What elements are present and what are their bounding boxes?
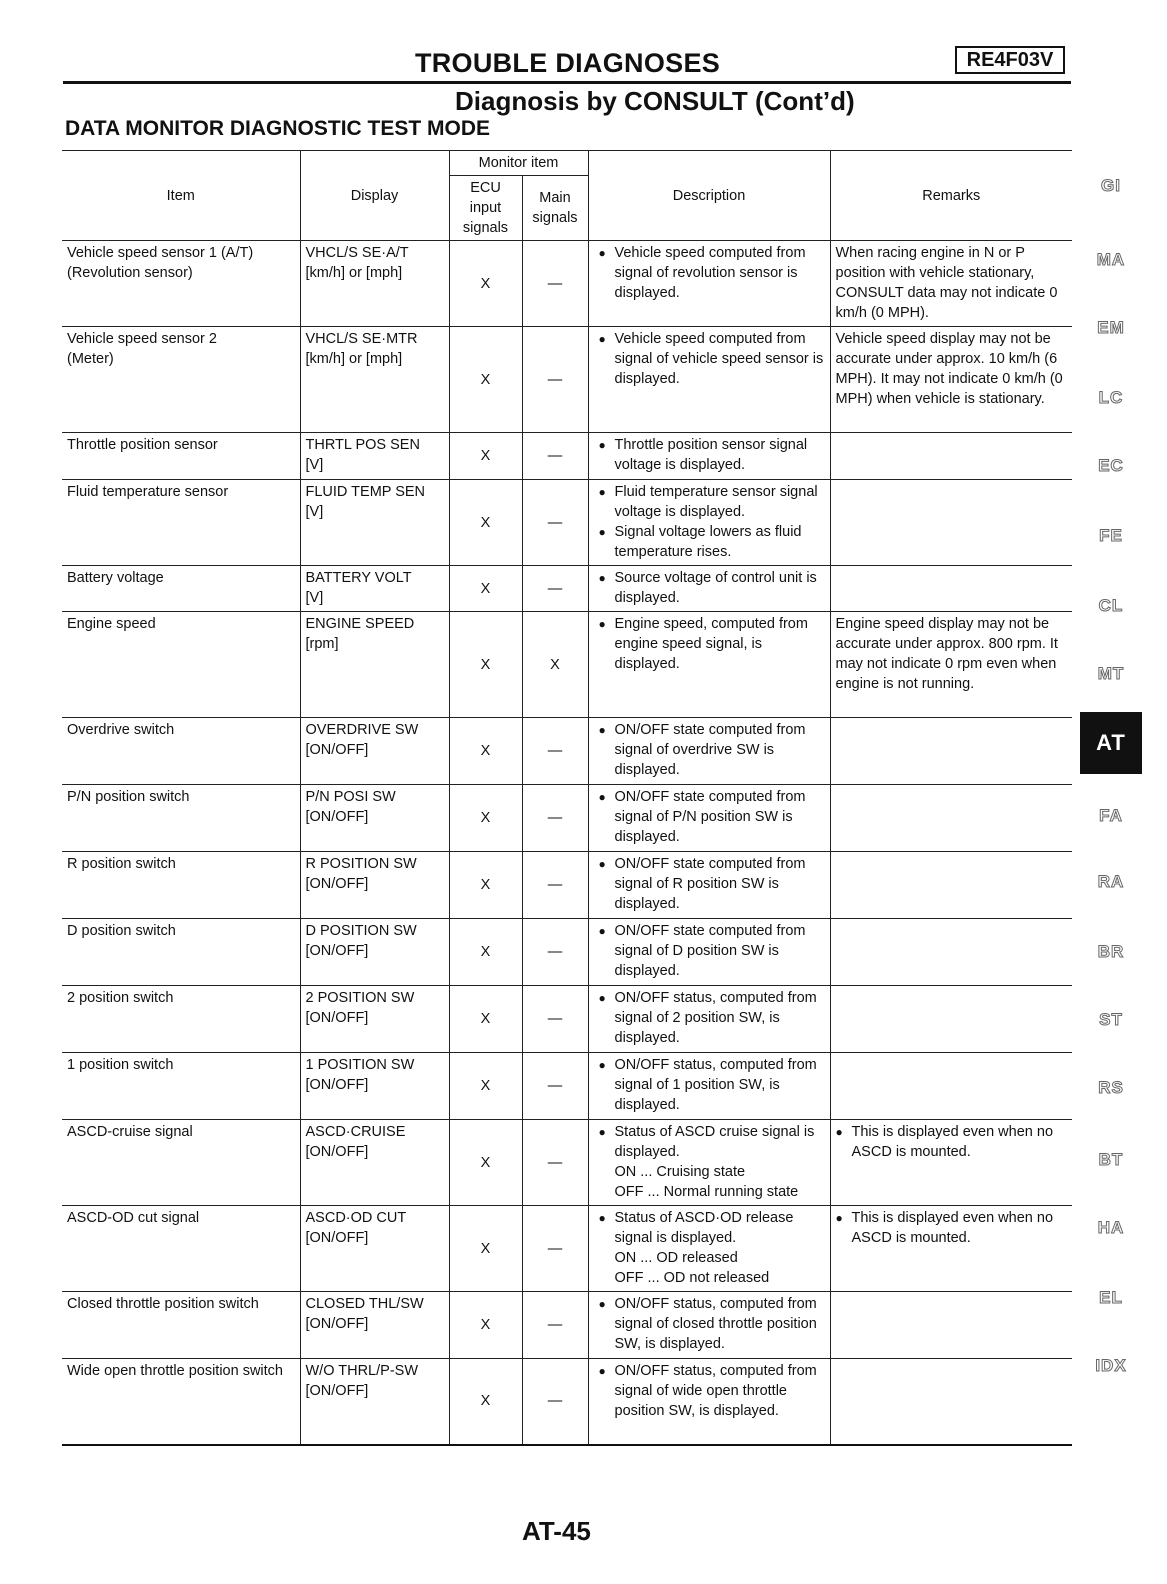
- section-tab-rs[interactable]: RS: [1098, 1078, 1124, 1097]
- main-signal-cell: —: [522, 852, 588, 919]
- remarks-cell: [830, 433, 1072, 480]
- description-list: [599, 1122, 825, 1202]
- section-tab-fa[interactable]: FA: [1099, 806, 1123, 825]
- remarks-bullet: ● This is displayed even when no ASCD is mounted.: [836, 1208, 1068, 1248]
- remarks-cell: [830, 241, 1072, 327]
- table-row: [62, 480, 1072, 566]
- item-cell: Closed throttle position switch: [62, 1292, 300, 1359]
- display-cell: THRTL POS SEN [V]: [300, 433, 449, 480]
- table-row: [62, 1359, 1072, 1445]
- ecu-input-cell: X: [449, 1120, 522, 1206]
- description-bullet: ● ON/OFF status, computed from signal of closed throttle position SW, is displayed.: [599, 1294, 825, 1354]
- ecu-input-cell: X: [449, 327, 522, 433]
- description-bullet: ● Vehicle speed computed from signal of revolution sensor is displayed.: [599, 243, 825, 303]
- description-bullet: ● ON/OFF state computed from signal of overdrive SW is displayed.: [599, 720, 825, 780]
- description-list: [599, 614, 825, 674]
- remarks-cell: [830, 919, 1072, 986]
- section-tab-mt[interactable]: MT: [1097, 664, 1125, 683]
- item-cell: R position switch: [62, 852, 300, 919]
- ecu-input-cell: X: [449, 480, 522, 566]
- section-tab-bt[interactable]: BT: [1098, 1150, 1124, 1169]
- remarks-cell: [830, 566, 1072, 612]
- display-cell: R POSITION SW [ON/OFF]: [300, 852, 449, 919]
- remarks-cell: [830, 1292, 1072, 1359]
- display-cell: 2 POSITION SW [ON/OFF]: [300, 986, 449, 1053]
- item-cell: 2 position switch: [62, 986, 300, 1053]
- main-signal-cell: —: [522, 785, 588, 852]
- display-cell: 1 POSITION SW [ON/OFF]: [300, 1053, 449, 1120]
- main-signal-cell: —: [522, 718, 588, 785]
- description-list: [599, 1361, 825, 1421]
- description-cell: [588, 986, 830, 1053]
- description-cell: [588, 1053, 830, 1120]
- ecu-input-cell: X: [449, 1053, 522, 1120]
- ecu-input-cell: X: [449, 1292, 522, 1359]
- model-code-box: RE4F03V: [955, 46, 1065, 74]
- display-cell: OVERDRIVE SW [ON/OFF]: [300, 718, 449, 785]
- table-row: [62, 1206, 1072, 1292]
- description-list: [599, 787, 825, 847]
- remarks-cell: [830, 1120, 1072, 1206]
- ecu-input-cell: X: [449, 986, 522, 1053]
- description-bullet: ● ON/OFF state computed from signal of D position SW is displayed.: [599, 921, 825, 981]
- description-bullet: ● Vehicle speed computed from signal of vehicle speed sensor is displayed.: [599, 329, 825, 389]
- section-tab-ra[interactable]: RA: [1097, 872, 1125, 891]
- description-list: [599, 854, 825, 914]
- ecu-input-cell: X: [449, 433, 522, 480]
- description-cell: [588, 1206, 830, 1292]
- ecu-input-cell: X: [449, 919, 522, 986]
- section-tab-idx[interactable]: IDX: [1095, 1356, 1127, 1375]
- page-title: TROUBLE DIAGNOSES: [414, 48, 721, 78]
- ecu-input-cell: X: [449, 1206, 522, 1292]
- display-cell: ASCD·CRUISE [ON/OFF]: [300, 1120, 449, 1206]
- ecu-input-cell: X: [449, 241, 522, 327]
- section-tab-ha[interactable]: HA: [1097, 1218, 1125, 1237]
- section-tab-em[interactable]: EM: [1097, 318, 1125, 337]
- table-row: [62, 241, 1072, 327]
- description-list: [599, 568, 825, 608]
- description-bullet: ● Fluid temperature sensor signal voltage is displayed.: [599, 482, 825, 522]
- description-cell: [588, 480, 830, 566]
- item-cell: ASCD-cruise signal: [62, 1120, 300, 1206]
- remarks-list: [836, 1122, 1068, 1162]
- table-row: [62, 1120, 1072, 1206]
- remarks-bullet: ● This is displayed even when no ASCD is mounted.: [836, 1122, 1068, 1162]
- ecu-input-cell: X: [449, 612, 522, 718]
- description-cell: [588, 718, 830, 785]
- description-cell: [588, 852, 830, 919]
- description-list: [599, 1055, 825, 1115]
- description-bullet: ● ON/OFF state computed from signal of P/N position SW is displayed.: [599, 787, 825, 847]
- remarks-cell: [830, 1053, 1072, 1120]
- remarks-cell: [830, 1359, 1072, 1445]
- item-cell: Vehicle speed sensor 1 (A/T) (Revolution sensor): [62, 241, 300, 327]
- section-tab-at[interactable]: AT: [1080, 712, 1142, 774]
- description-bullet: ● Signal voltage lowers as fluid temperature rises.: [599, 522, 825, 562]
- remarks-cell: [830, 1206, 1072, 1292]
- main-signal-cell: —: [522, 1292, 588, 1359]
- description-list: [599, 329, 825, 389]
- section-tab-ec[interactable]: EC: [1098, 456, 1124, 475]
- description-cell: [588, 1120, 830, 1206]
- display-cell: BATTERY VOLT [V]: [300, 566, 449, 612]
- description-list: [599, 988, 825, 1048]
- remarks-cell: [830, 718, 1072, 785]
- main-signal-cell: —: [522, 1206, 588, 1292]
- item-cell: D position switch: [62, 919, 300, 986]
- item-cell: Battery voltage: [62, 566, 300, 612]
- page-number: AT-45: [522, 1516, 591, 1546]
- table-row: [62, 852, 1072, 919]
- table-row: [62, 785, 1072, 852]
- section-tab-fe[interactable]: FE: [1099, 526, 1123, 545]
- section-tab-gi[interactable]: GI: [1101, 176, 1121, 195]
- item-cell: P/N position switch: [62, 785, 300, 852]
- description-cell: [588, 919, 830, 986]
- description-cell: [588, 612, 830, 718]
- description-cell: [588, 785, 830, 852]
- display-cell: W/O THRL/P-SW [ON/OFF]: [300, 1359, 449, 1445]
- ecu-input-cell: X: [449, 718, 522, 785]
- description-bullet: ● ON/OFF status, computed from signal of 1 position SW, is displayed.: [599, 1055, 825, 1115]
- description-list: [599, 720, 825, 780]
- remarks-cell: [830, 612, 1072, 718]
- display-cell: ENGINE SPEED [rpm]: [300, 612, 449, 718]
- description-bullet: ● Source voltage of control unit is displayed.: [599, 568, 825, 608]
- description-list: [599, 435, 825, 475]
- header-rule: [63, 81, 1071, 84]
- table-row: [62, 1292, 1072, 1359]
- remarks-cell: [830, 986, 1072, 1053]
- header-main-signals: Main signals: [522, 176, 588, 241]
- ecu-input-cell: X: [449, 852, 522, 919]
- description-list: [599, 921, 825, 981]
- header-description: Description: [588, 151, 830, 241]
- description-cell: [588, 327, 830, 433]
- ecu-input-cell: X: [449, 566, 522, 612]
- remarks-cell: [830, 327, 1072, 433]
- section-title: DATA MONITOR DIAGNOSTIC TEST MODE: [65, 117, 491, 140]
- main-signal-cell: —: [522, 919, 588, 986]
- description-bullet: ● ON/OFF status, computed from signal of 2 position SW, is displayed.: [599, 988, 825, 1048]
- table-row: [62, 327, 1072, 433]
- display-cell: D POSITION SW [ON/OFF]: [300, 919, 449, 986]
- main-signal-cell: —: [522, 433, 588, 480]
- description-list: [599, 243, 825, 303]
- section-tab-el[interactable]: EL: [1099, 1288, 1123, 1307]
- section-tab-ma[interactable]: MA: [1096, 250, 1126, 269]
- display-cell: ASCD·OD CUT [ON/OFF]: [300, 1206, 449, 1292]
- section-tab-lc[interactable]: LC: [1098, 388, 1124, 407]
- item-cell: Fluid temperature sensor: [62, 480, 300, 566]
- remarks-cell: [830, 852, 1072, 919]
- header-remarks: Remarks: [830, 151, 1072, 241]
- description-cell: [588, 1292, 830, 1359]
- table-row: [62, 566, 1072, 612]
- item-cell: Vehicle speed sensor 2 (Meter): [62, 327, 300, 433]
- display-cell: VHCL/S SE·MTR [km/h] or [mph]: [300, 327, 449, 433]
- item-cell: Engine speed: [62, 612, 300, 718]
- description-list: [599, 1294, 825, 1354]
- item-cell: ASCD-OD cut signal: [62, 1206, 300, 1292]
- header-item: Item: [62, 151, 300, 241]
- item-cell: Overdrive switch: [62, 718, 300, 785]
- remarks-text: Engine speed display may not be accurate under approx. 800 rpm. It may not indicate 0 rpm even when engine is not running.: [835, 616, 1058, 692]
- main-signal-cell: —: [522, 480, 588, 566]
- display-cell: FLUID TEMP SEN [V]: [300, 480, 449, 566]
- header-ecu-input: ECU input signals: [449, 176, 522, 241]
- description-bullet: ● Status of ASCD cruise signal is displayed. ON ... Cruising state OFF ... Normal running state: [599, 1122, 825, 1202]
- display-cell: CLOSED THL/SW [ON/OFF]: [300, 1292, 449, 1359]
- description-bullet: ● Engine speed, computed from engine speed signal, is displayed.: [599, 614, 825, 674]
- remarks-text: Vehicle speed display may not be accurate under approx. 10 km/h (6 MPH). It may not indicate 0 km/h (0 MPH) when vehicle is stationary.: [835, 331, 1063, 407]
- main-signal-cell: —: [522, 1359, 588, 1445]
- description-bullet: ● ON/OFF status, computed from signal of wide open throttle position SW, is displayed.: [599, 1361, 825, 1421]
- data-monitor-table: [62, 150, 1072, 1446]
- remarks-cell: [830, 480, 1072, 566]
- table-row: [62, 919, 1072, 986]
- table-row: [62, 1053, 1072, 1120]
- display-cell: P/N POSI SW [ON/OFF]: [300, 785, 449, 852]
- main-signal-cell: —: [522, 327, 588, 433]
- description-cell: [588, 566, 830, 612]
- table-row: [62, 612, 1072, 718]
- description-bullet: ● Status of ASCD·OD release signal is displayed. ON ... OD released OFF ... OD not released: [599, 1208, 825, 1288]
- description-list: [599, 1208, 825, 1288]
- description-cell: [588, 1359, 830, 1445]
- ecu-input-cell: X: [449, 1359, 522, 1445]
- main-signal-cell: X: [522, 612, 588, 718]
- main-signal-cell: —: [522, 986, 588, 1053]
- page-subtitle: Diagnosis by CONSULT (Cont’d): [455, 86, 855, 116]
- remarks-text: When racing engine in N or P position with vehicle stationary, CONSULT data may not indicate 0 km/h (0 MPH).: [835, 245, 1058, 321]
- section-tab-st[interactable]: ST: [1099, 1010, 1123, 1029]
- section-tab-cl[interactable]: CL: [1098, 596, 1124, 615]
- header-display: Display: [300, 151, 449, 241]
- main-signal-cell: —: [522, 566, 588, 612]
- section-tab-br[interactable]: BR: [1097, 942, 1125, 961]
- description-list: [599, 482, 825, 562]
- ecu-input-cell: X: [449, 785, 522, 852]
- description-cell: [588, 241, 830, 327]
- display-cell: VHCL/S SE·A/T [km/h] or [mph]: [300, 241, 449, 327]
- item-cell: 1 position switch: [62, 1053, 300, 1120]
- description-bullet: ● Throttle position sensor signal voltage is displayed.: [599, 435, 825, 475]
- item-cell: Throttle position sensor: [62, 433, 300, 480]
- main-signal-cell: —: [522, 1120, 588, 1206]
- table-row: [62, 986, 1072, 1053]
- description-cell: [588, 433, 830, 480]
- main-signal-cell: —: [522, 241, 588, 327]
- main-signal-cell: —: [522, 1053, 588, 1120]
- remarks-list: [836, 1208, 1068, 1248]
- table-row: [62, 433, 1072, 480]
- table-row: [62, 718, 1072, 785]
- remarks-cell: [830, 785, 1072, 852]
- header-monitor-item: Monitor item: [449, 151, 588, 176]
- item-cell: Wide open throttle position switch: [62, 1359, 300, 1445]
- description-bullet: ● ON/OFF state computed from signal of R position SW is displayed.: [599, 854, 825, 914]
